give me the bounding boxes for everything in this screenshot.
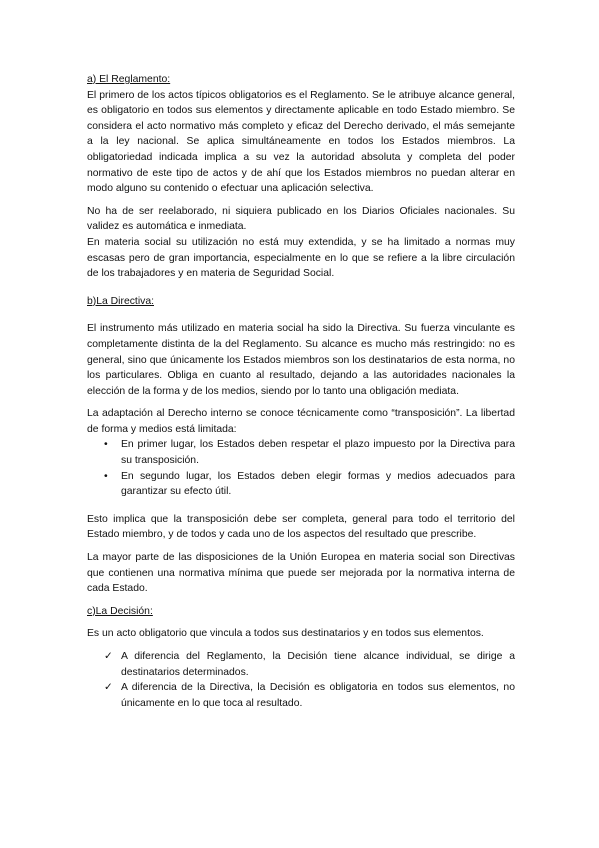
paragraph: Esto implica que la transposición debe ser completa, general para todo el territorio del Estado miembro, y de todos y cada uno de los aspectos del resultado que prescribe. bbox=[87, 513, 515, 541]
paragraph: No ha de ser reelaborado, ni siquiera publicado en los Diarios Oficiales nacionales. Su validez es automática e inmediata. bbox=[87, 205, 515, 233]
paragraph: La adaptación al Derecho interno se conoce técnicamente como “transposición”. La libertad de forma y medios está limitada: bbox=[87, 408, 515, 435]
check-icon: ✓ bbox=[104, 682, 113, 694]
list-item: • En primer lugar, los Estados deben respetar el plazo impuesto por la Directiva para su transposición. bbox=[104, 439, 515, 467]
section-heading-decision: c)La Decisión: bbox=[87, 605, 153, 617]
bullet-icon: • bbox=[104, 439, 108, 451]
bullet-icon: • bbox=[104, 470, 108, 482]
paragraph: Es un acto obligatorio que vincula a todos sus destinatarios y en todos sus elementos. bbox=[87, 628, 484, 640]
paragraph: En materia social su utilización no está muy extendida, y se ha limitado a normas muy escasas pero de gran importancia, especialmente en lo que se refiere a la libre circulación de los trabajadores y en materia de Seguridad Social. bbox=[87, 236, 515, 280]
paragraph: La mayor parte de las disposiciones de la Unión Europea en materia social son Directivas que contienen una normativa mínima que puede ser mejorada por la normativa interna de cada Estado. bbox=[87, 552, 515, 595]
document-page bbox=[87, 72, 515, 711]
bullet-list bbox=[87, 437, 515, 499]
list-item: ✓ A diferencia de la Directiva, la Decisión es obligatoria en todos sus elementos, no únicamente en lo que toca al resultado. bbox=[104, 682, 515, 709]
section-heading-reglamento: a) El Reglamento: bbox=[87, 74, 171, 85]
check-list bbox=[87, 649, 515, 711]
list-item: • En segundo lugar, los Estados deben elegir formas y medios adecuados para garantizar su efecto útil. bbox=[104, 470, 515, 498]
check-icon: ✓ bbox=[104, 651, 113, 662]
paragraph: El instrumento más utilizado en materia social ha sido la Directiva. Su fuerza vinculante es completamente distinta de la del Reglamento. Su alcance es mucho más restringido: no es general, sino que únicamente los Estados miembros son los destinatarios de esta norma, no los particulares. Obliga en cuanto al resultado, dejando a las autoridades nacionales la elección de la forma y de los medios, siendo por lo tanto una obligación mediata. bbox=[87, 323, 515, 397]
list-item: ✓ A diferencia del Reglamento, la Decisión tiene alcance individual, se dirige a destinatarios determinados. bbox=[104, 651, 515, 678]
section-heading-directiva: b)La Directiva: bbox=[87, 295, 154, 307]
paragraph: El primero de los actos típicos obligatorios es el Reglamento. Se le atribuye alcance general, es obligatorio en todos sus elementos y directamente aplicable en todo Estado miembro. Se considera el acto normativo más completo y eficaz del Derecho derivado, el más semejante a la ley nacional. Se aplica simultáneamente en todos los Estados miembros. La obligatoriedad indicada implica a su vez la autoridad absoluta y completa del poder normativo de este tipo de actos y de ahí que los Estados miembros no puedan alterar en modo alguno su contenido o efectuar una aplicación selectiva. bbox=[87, 89, 515, 195]
